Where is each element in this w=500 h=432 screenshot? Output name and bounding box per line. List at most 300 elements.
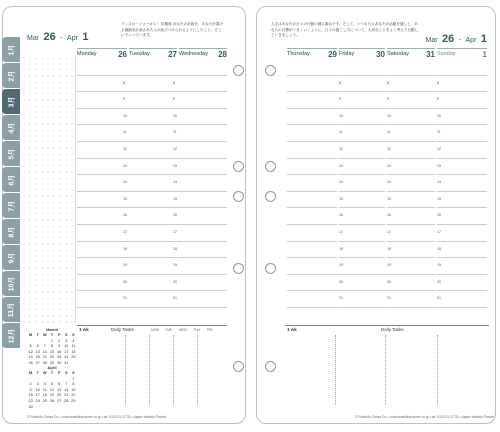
task-col-divider	[149, 335, 150, 405]
month-tab-label: 9月	[8, 252, 15, 263]
hour-row[interactable]	[437, 275, 487, 292]
hour-row[interactable]	[287, 109, 337, 126]
calendar-day[interactable]: 17	[35, 393, 40, 398]
hour-row[interactable]	[287, 159, 337, 176]
hour-row[interactable]	[437, 208, 487, 225]
hour-label: 18	[339, 246, 343, 251]
hour-row[interactable]	[339, 225, 385, 242]
hour-label: 14	[173, 180, 177, 185]
calendar-day[interactable]: 6	[58, 382, 61, 387]
binder-hole	[265, 361, 276, 372]
hour-row[interactable]	[173, 275, 227, 292]
hour-label: 17	[387, 229, 391, 234]
calendar-day[interactable]: 29	[49, 360, 55, 365]
hour-row[interactable]	[123, 125, 173, 142]
hour-row[interactable]	[77, 291, 123, 308]
month-tab[interactable]	[2, 271, 20, 296]
month-tab-label: 1月	[8, 44, 15, 55]
hour-label: 19	[339, 263, 343, 268]
calendar-day[interactable]	[56, 377, 63, 381]
calendar-day[interactable]: 5	[29, 344, 32, 349]
calendar-day[interactable]: 12	[49, 387, 55, 392]
hour-row[interactable]	[287, 225, 337, 242]
hour-row[interactable]	[123, 109, 173, 126]
weekday-label: M	[28, 333, 33, 337]
hour-row[interactable]	[77, 225, 123, 242]
calendar-day[interactable]: 2	[29, 382, 32, 387]
hour-row[interactable]	[339, 208, 385, 225]
weekly-quote: 人生はあなたの日々の行動の積み重ねです。そして、いつも日々あなたの活動を通して、あなたの目標がうまくいくように、日々の過ごし方について、大切なことをよく考えて行動していきましょう。	[271, 22, 419, 38]
calendar-day[interactable]: 6	[36, 344, 39, 349]
hour-row[interactable]	[437, 125, 487, 142]
calendar-day[interactable]: 3	[65, 338, 68, 343]
calendar-day[interactable]: 9	[29, 387, 32, 392]
hour-label: 12	[339, 146, 343, 151]
hour-row[interactable]	[173, 291, 227, 308]
binder-hole	[233, 263, 244, 274]
calendar-day[interactable]: 21	[42, 355, 47, 360]
hour-row[interactable]	[287, 125, 337, 142]
mini-calendar-title: April	[47, 365, 57, 370]
month-tab[interactable]	[2, 193, 20, 218]
task-column-label: MON	[151, 328, 159, 332]
calendar-day[interactable]	[27, 339, 34, 343]
mini-calendar-march	[27, 327, 77, 365]
hour-label: 9	[387, 97, 389, 102]
task-col-divider	[335, 335, 336, 405]
weekday-label: S	[72, 371, 75, 375]
hour-row[interactable]	[339, 125, 385, 142]
hour-row[interactable]	[173, 76, 227, 93]
day-header-sunday: Sunday 1	[437, 49, 487, 59]
hour-row[interactable]	[339, 192, 385, 209]
hour-row[interactable]	[339, 242, 385, 259]
weekday-label: W	[43, 371, 47, 375]
notes-dot-grid	[21, 55, 76, 323]
hour-label: 11	[123, 130, 127, 135]
hour-label: 18	[437, 246, 441, 251]
month-tab[interactable]	[2, 167, 20, 192]
calendar-day[interactable]: 26	[28, 360, 33, 365]
calendar-day[interactable]: 19	[49, 393, 55, 398]
calendar-day[interactable]: 27	[57, 398, 62, 403]
hour-row[interactable]	[437, 175, 487, 192]
hour-label: 20	[123, 279, 127, 284]
hour-row[interactable]	[123, 275, 173, 292]
binder-hole	[233, 191, 244, 202]
weekday-label: T	[50, 333, 54, 337]
hour-label: 17	[123, 229, 127, 234]
calendar-day[interactable]: 22	[49, 355, 55, 360]
hour-row[interactable]	[77, 242, 123, 259]
schedule-column-saturday[interactable]	[387, 59, 435, 308]
hour-row[interactable]	[339, 109, 385, 126]
hour-row[interactable]	[387, 142, 435, 159]
calendar-day[interactable]: 2	[58, 338, 61, 343]
hour-label: 13	[437, 163, 441, 168]
calendar-day[interactable]: 7	[43, 344, 46, 349]
hour-row[interactable]	[77, 92, 123, 109]
task-col-divider	[197, 335, 198, 405]
calendar-day[interactable]: 3	[36, 382, 39, 387]
schedule-column-tuesday[interactable]	[123, 59, 173, 308]
calendar-day[interactable]: 1	[50, 338, 54, 343]
binder-hole	[265, 263, 276, 274]
hour-row[interactable]	[437, 258, 487, 275]
calendar-day[interactable]: 11	[71, 344, 76, 349]
hour-row[interactable]	[287, 258, 337, 275]
hour-row[interactable]	[437, 59, 487, 76]
hour-row[interactable]	[173, 125, 227, 142]
hour-label: 16	[387, 213, 391, 218]
hour-label: 15	[387, 196, 391, 201]
calendar-day[interactable]: 16	[57, 349, 62, 354]
hour-row[interactable]	[387, 208, 435, 225]
left-page	[2, 6, 246, 424]
month-tab[interactable]	[2, 219, 20, 244]
hour-row[interactable]	[437, 76, 487, 93]
hour-label: 19	[123, 263, 127, 268]
calendar-day[interactable]: 23	[57, 355, 62, 360]
tasks-divider	[77, 325, 227, 326]
month-tab[interactable]	[2, 245, 20, 270]
hour-label: 16	[339, 213, 343, 218]
hour-label: 9	[339, 97, 341, 102]
month-tab[interactable]	[2, 297, 20, 322]
weekday-label: M	[28, 371, 33, 375]
hour-label: 12	[387, 146, 391, 151]
hour-row[interactable]	[173, 225, 227, 242]
hour-row[interactable]	[123, 92, 173, 109]
hour-row[interactable]	[339, 92, 385, 109]
calendar-day[interactable]: 28	[42, 360, 47, 365]
hour-row[interactable]	[387, 258, 435, 275]
calendar-day[interactable]: 28	[64, 398, 69, 403]
hour-row[interactable]	[77, 109, 123, 126]
hour-label: 21	[387, 296, 391, 301]
hour-label: 20	[173, 279, 177, 284]
calendar-day[interactable]: 24	[64, 355, 69, 360]
hour-row[interactable]	[123, 225, 173, 242]
hour-label: 10	[173, 113, 177, 118]
calendar-day[interactable]: 13	[35, 349, 40, 354]
hour-label: 10	[123, 113, 127, 118]
hour-label: 11	[437, 130, 441, 135]
hour-row[interactable]	[123, 59, 173, 76]
calendar-day[interactable]: 1	[72, 376, 75, 381]
calendar-day[interactable]: 13	[57, 387, 62, 392]
calendar-day[interactable]: 26	[49, 398, 55, 403]
calendar-day[interactable]: 4	[43, 382, 46, 387]
hour-label: 20	[339, 279, 343, 284]
calendar-day[interactable]: 21	[64, 393, 69, 398]
hour-label: 18	[387, 246, 391, 251]
hour-label: 20	[387, 279, 391, 284]
calendar-day[interactable]: 12	[28, 349, 33, 354]
hour-row[interactable]	[173, 142, 227, 159]
calendar-day[interactable]: 15	[71, 387, 76, 392]
hour-label: 15	[173, 196, 177, 201]
hour-row[interactable]	[77, 59, 123, 76]
month-tab-label: 12月	[7, 328, 15, 343]
hour-row[interactable]	[173, 242, 227, 259]
hour-label: 17	[173, 229, 177, 234]
hour-label: 9	[173, 97, 175, 102]
weekday-label: T	[36, 333, 39, 337]
hour-row[interactable]	[77, 208, 123, 225]
hour-row[interactable]	[339, 142, 385, 159]
hour-label: 14	[437, 180, 441, 185]
calendar-day[interactable]: 17	[64, 349, 69, 354]
calendar-day[interactable]: 10	[35, 387, 40, 392]
hour-row[interactable]	[437, 291, 487, 308]
calendar-day[interactable]	[63, 377, 70, 381]
hour-row[interactable]	[173, 159, 227, 176]
calendar-day[interactable]: 24	[35, 398, 40, 403]
hour-label: 18	[123, 246, 127, 251]
hour-label: 13	[173, 163, 177, 168]
hour-row[interactable]	[173, 192, 227, 209]
hour-label: 14	[123, 180, 127, 185]
hour-row[interactable]	[287, 275, 337, 292]
calendar-day[interactable]	[34, 377, 41, 381]
calendar-day[interactable]: 23	[28, 398, 33, 403]
calendar-day[interactable]: 25	[71, 355, 76, 360]
calendar-day[interactable]: 11	[42, 387, 47, 392]
hour-row[interactable]	[437, 92, 487, 109]
calendar-day[interactable]: 19	[28, 355, 33, 360]
calendar-day[interactable]	[41, 339, 48, 343]
hour-label: 13	[387, 163, 391, 168]
week-label: 1 wk	[287, 327, 297, 332]
hour-row[interactable]	[123, 175, 173, 192]
task-column-label: WED	[179, 328, 187, 332]
hour-row[interactable]	[173, 92, 227, 109]
schedule-column-wednesday[interactable]	[173, 59, 227, 308]
hour-row[interactable]	[123, 142, 173, 159]
mini-calendar-title: March	[46, 327, 58, 332]
hour-row[interactable]	[287, 242, 337, 259]
hour-label: 8	[339, 80, 341, 85]
hour-label: 10	[437, 113, 441, 118]
hour-label: 10	[387, 113, 391, 118]
week-label: 1 wk	[79, 327, 89, 332]
hour-label: 11	[173, 130, 177, 135]
hour-label: 11	[387, 130, 391, 135]
month-tab-label: 2月	[8, 70, 15, 81]
week-date-range: Mar 26 - Apr 1	[425, 33, 487, 45]
binder-hole	[233, 65, 244, 76]
hour-row[interactable]	[339, 258, 385, 275]
calendar-day[interactable]: 16	[28, 393, 33, 398]
hour-row[interactable]	[437, 142, 487, 159]
hour-row[interactable]	[387, 76, 435, 93]
calendar-day[interactable]: 27	[35, 360, 40, 365]
calendar-day[interactable]: 5	[50, 382, 54, 387]
hour-label: 21	[339, 296, 343, 301]
weekday-label: F	[57, 371, 61, 375]
hour-row[interactable]	[123, 258, 173, 275]
hour-row[interactable]	[173, 109, 227, 126]
calendar-day[interactable]	[27, 377, 34, 381]
hour-label: 12	[437, 146, 441, 151]
calendar-day[interactable]: 18	[42, 393, 47, 398]
hour-row[interactable]	[77, 159, 123, 176]
calendar-day[interactable]: 7	[65, 382, 68, 387]
task-col-divider	[125, 335, 126, 405]
hour-row[interactable]	[437, 225, 487, 242]
calendar-day[interactable]: 14	[64, 387, 69, 392]
calendar-day[interactable]: 31	[64, 360, 69, 365]
hour-row[interactable]	[123, 76, 173, 93]
hour-row[interactable]	[77, 192, 123, 209]
hour-label: 20	[437, 279, 441, 284]
day-header-saturday: Saturday 31	[387, 49, 435, 59]
month-tab-label: 4月	[8, 122, 15, 133]
hour-row[interactable]	[287, 192, 337, 209]
calendar-day[interactable]: 8	[72, 382, 75, 387]
calendar-day[interactable]	[34, 339, 41, 343]
calendar-day[interactable]: 22	[71, 393, 76, 398]
hour-label: 15	[339, 196, 343, 201]
month-tab[interactable]	[2, 141, 20, 166]
month-tab[interactable]	[2, 63, 20, 88]
month-tab[interactable]	[2, 89, 20, 114]
day-header-friday: Friday 30	[339, 49, 385, 59]
month-tab-label: 5月	[8, 148, 15, 159]
hour-label: 13	[123, 163, 127, 168]
calendar-day[interactable]: 14	[42, 349, 47, 354]
hour-row[interactable]	[287, 59, 337, 76]
hour-row[interactable]	[339, 76, 385, 93]
calendar-day[interactable]: 30	[57, 360, 62, 365]
hour-label: 15	[123, 196, 127, 201]
hour-row[interactable]	[287, 142, 337, 159]
calendar-day[interactable]: 15	[49, 349, 55, 354]
hour-row[interactable]	[123, 291, 173, 308]
calendar-day[interactable]: 20	[35, 355, 40, 360]
hour-row[interactable]	[173, 175, 227, 192]
hour-row[interactable]	[387, 275, 435, 292]
hour-label: 17	[437, 229, 441, 234]
hour-row[interactable]	[77, 76, 123, 93]
hour-row[interactable]	[387, 192, 435, 209]
hour-label: 16	[173, 213, 177, 218]
hour-row[interactable]	[387, 59, 435, 76]
calendar-day[interactable]: 10	[64, 344, 69, 349]
hour-label: 10	[339, 113, 343, 118]
hour-row[interactable]	[339, 159, 385, 176]
hour-label: 8	[437, 80, 439, 85]
hour-row[interactable]	[77, 258, 123, 275]
weekly-quote: ランスローフォーカス！ 担服後 あなたの計画を、あなたが書ける価値を計画された人の結びつけられるようにしたこと、そこにでっいています。	[121, 22, 224, 38]
calendar-day[interactable]: 29	[71, 398, 76, 403]
schedule-column-monday[interactable]	[77, 59, 123, 308]
calendar-day[interactable]: 9	[58, 344, 61, 349]
day-header-monday: Monday 26	[77, 49, 127, 59]
hour-row[interactable]	[123, 242, 173, 259]
hour-row[interactable]	[339, 291, 385, 308]
schedule-column-thursday[interactable]	[287, 59, 337, 308]
hour-row[interactable]	[339, 175, 385, 192]
hour-row[interactable]	[287, 76, 337, 93]
calendar-day[interactable]	[48, 377, 55, 381]
page-footer: © Franklin Covey Co. • www.franklinplanner.co.jp • tel: 0120-10-2778 • Japan Weekly Pocket	[27, 415, 166, 419]
hour-row[interactable]	[287, 175, 337, 192]
schedule-column-sunday[interactable]	[437, 59, 487, 308]
month-tab[interactable]	[2, 115, 20, 140]
hour-row[interactable]	[173, 59, 227, 76]
calendar-day[interactable]: 25	[42, 398, 47, 403]
hour-row[interactable]	[387, 159, 435, 176]
hour-row[interactable]	[339, 59, 385, 76]
hour-row[interactable]	[287, 291, 337, 308]
task-col-divider	[173, 335, 174, 405]
hour-row[interactable]	[287, 92, 337, 109]
schedule-column-friday[interactable]	[339, 59, 385, 308]
calendar-day[interactable]	[41, 377, 48, 381]
hour-row[interactable]	[387, 242, 435, 259]
hour-row[interactable]	[173, 258, 227, 275]
task-col-divider	[437, 335, 438, 405]
hour-row[interactable]	[437, 159, 487, 176]
month-tab[interactable]	[2, 323, 20, 348]
hour-label: 8	[387, 80, 389, 85]
hour-row[interactable]	[77, 125, 123, 142]
task-column-label: FRI	[207, 328, 213, 332]
right-page	[256, 6, 496, 424]
hour-row[interactable]	[77, 175, 123, 192]
month-tab[interactable]	[2, 37, 20, 62]
hour-row[interactable]	[287, 208, 337, 225]
hour-label: 19	[173, 263, 177, 268]
hour-row[interactable]	[437, 192, 487, 209]
hour-row[interactable]	[437, 109, 487, 126]
hour-label: 16	[437, 213, 441, 218]
hour-row[interactable]	[437, 242, 487, 259]
hour-row[interactable]	[123, 208, 173, 225]
hour-row[interactable]	[123, 192, 173, 209]
hour-row[interactable]	[387, 125, 435, 142]
week-date-range: Mar 26 - Apr 1	[27, 31, 89, 43]
tasks-divider	[285, 325, 489, 326]
hour-row[interactable]	[77, 275, 123, 292]
month-tab-label: 7月	[8, 200, 15, 211]
calendar-day[interactable]: 18	[71, 349, 76, 354]
hour-row[interactable]	[173, 208, 227, 225]
day-header-thursday: Thursday 29	[287, 49, 337, 59]
hour-row[interactable]	[387, 92, 435, 109]
calendar-day[interactable]: 30	[28, 404, 33, 409]
mini-calendar-grid	[27, 333, 77, 365]
hour-row[interactable]	[387, 291, 435, 308]
binder-hole	[265, 191, 276, 202]
hour-label: 21	[173, 296, 177, 301]
calendar-day[interactable]: 20	[57, 393, 62, 398]
weekday-label: S	[72, 333, 75, 337]
hour-row[interactable]	[387, 109, 435, 126]
calendar-day[interactable]: 8	[50, 344, 54, 349]
hour-row[interactable]	[387, 225, 435, 242]
hour-row[interactable]	[387, 175, 435, 192]
hour-row[interactable]	[339, 275, 385, 292]
hour-label: 19	[437, 263, 441, 268]
hour-label: 15	[437, 196, 441, 201]
hour-row[interactable]	[77, 142, 123, 159]
hour-row[interactable]	[123, 159, 173, 176]
hour-label: 19	[387, 263, 391, 268]
calendar-day[interactable]: 4	[72, 338, 75, 343]
